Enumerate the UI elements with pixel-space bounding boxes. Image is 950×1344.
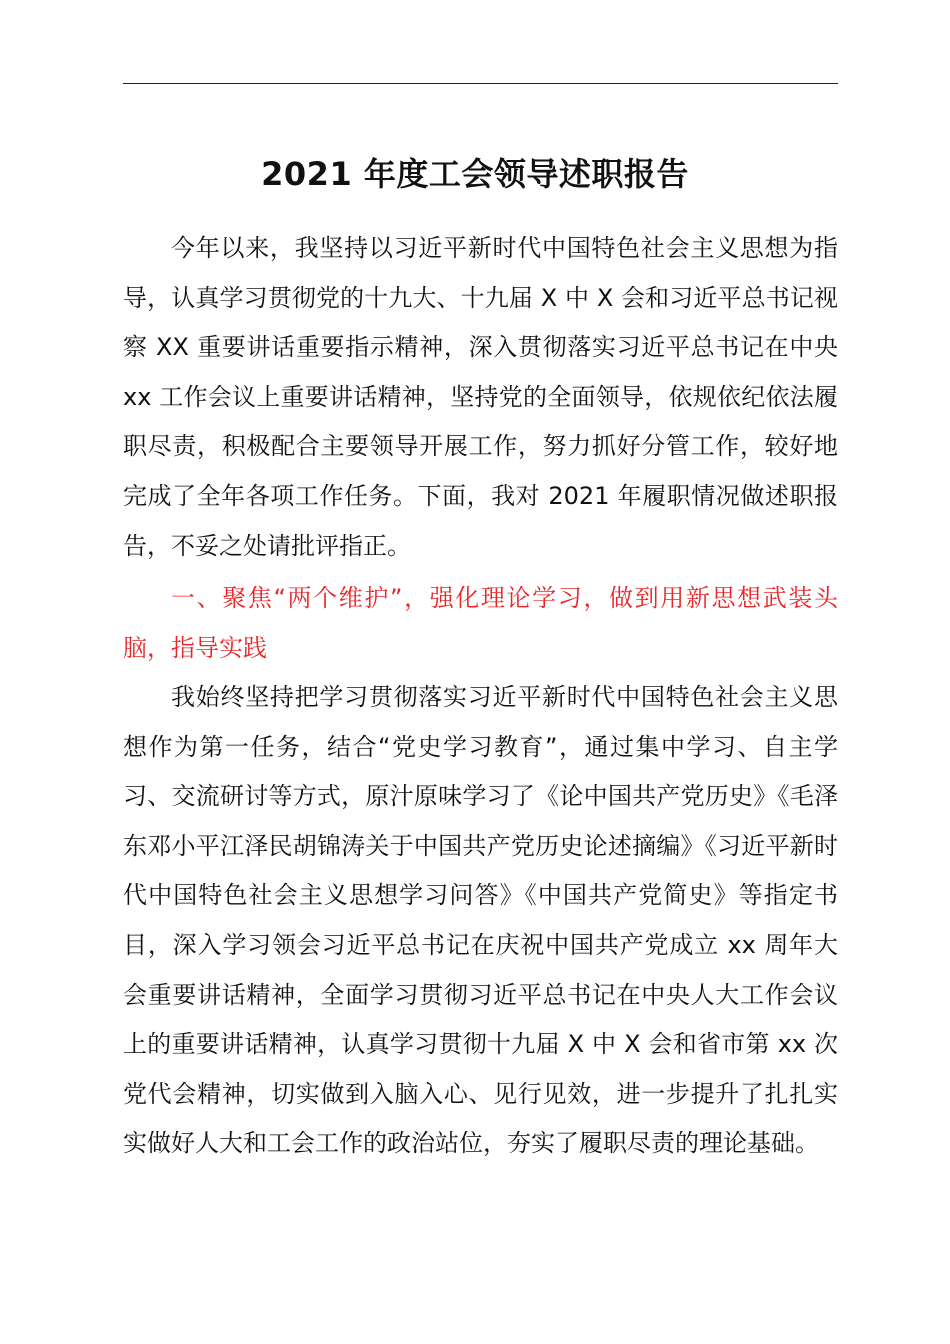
section-1-heading: 一、聚焦“两个维护”，强化理论学习，做到用新思想武装头脑，指导实践 [123, 584, 838, 662]
document-title: 2021 年度工会领导述职报告 [261, 155, 689, 193]
intro-paragraph: 今年以来，我坚持以习近平新时代中国特色社会主义思想为指导，认真学习贯彻党的十九大、十九届 X 中 X 会和习近平总书记视察 XX 重要讲话重要指示精神，深入贯彻落实习近平总书记在中央 xx 工作会议上重要讲话精神，坚持党的全面领导，依规依纪依法履职尽责，积极配合主要领导开展工作，努力抓好分管工作，较好地完成了全年各项工作任务。下面，我对 2021 年履职情况做述职报告，不妥之处请批评指正。 [123, 234, 838, 560]
section-1-body: 我始终坚持把学习贯彻落实习近平新时代中国特色社会主义思想作为第一任务，结合“党史学习教育”，通过集中学习、自主学习、交流研讨等方式，原汁原味学习了《论中国共产党历史》《毛泽东邓小平江泽民胡锦涛关于中国共产党历史论述摘编》《习近平新时代中国特色社会主义思想学习问答》《中国共产党简史》等指定书目，深入学习领会习近平总书记在庆祝中国共产党成立 xx 周年大会重要讲话精神，全面学习贯彻习近平总书记在中央人大工作会议上的重要讲话精神，认真学习贯彻十九届 X 中 X 会和省市第 xx 次党代会精神，切实做到入脑入心、见行见效，进一步提升了扎扎实实做好人大和工会工作的政治站位，夯实了履职尽责的理论基础。 [123, 683, 838, 1158]
header-rule [123, 83, 838, 84]
